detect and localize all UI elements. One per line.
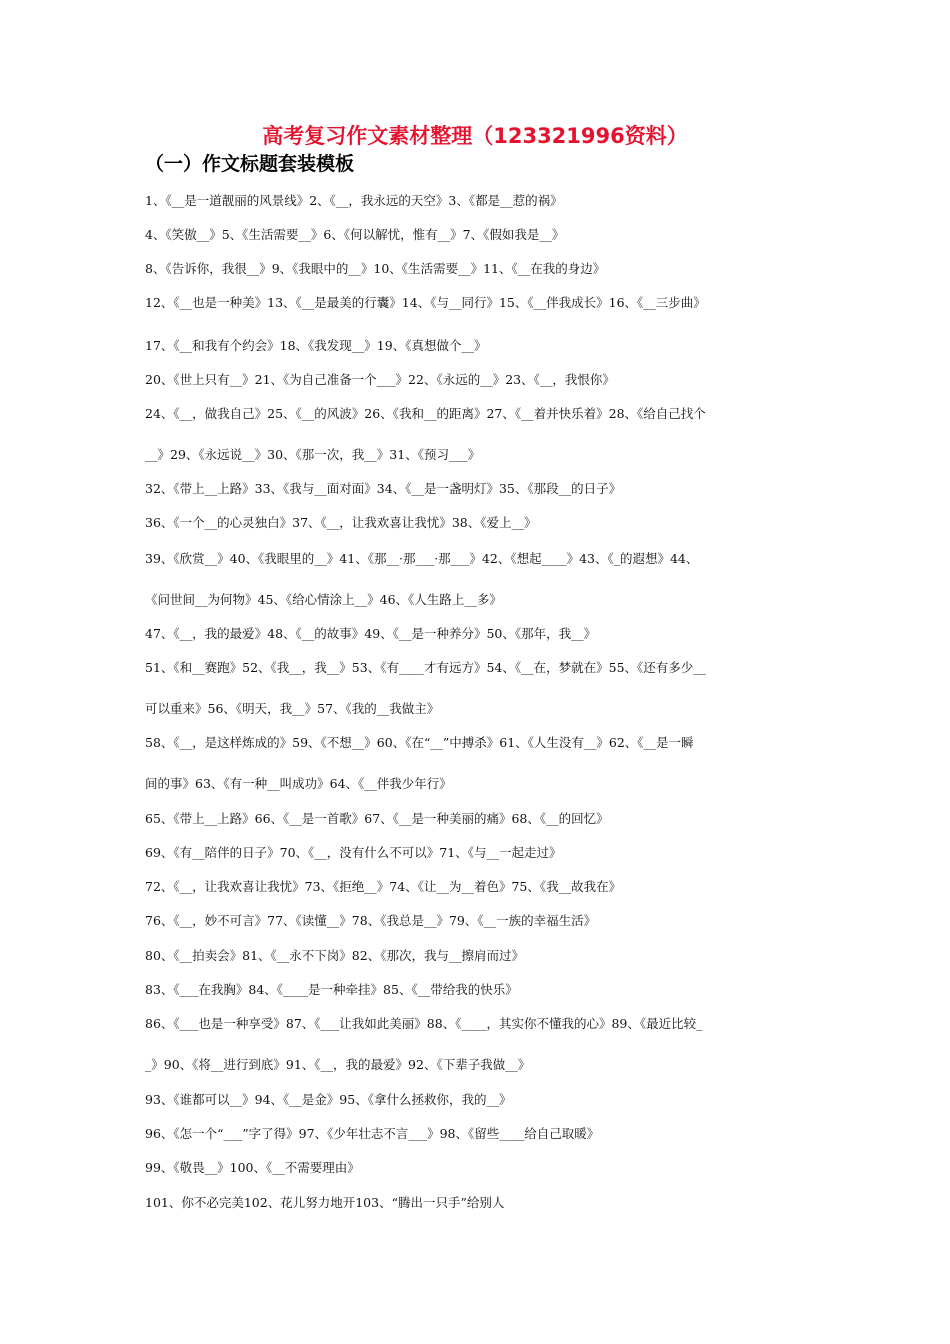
title-template-line: 1、《__是一道靓丽的风景线》2、《__，我永远的天空》3、《都是__惹的祸》 — [145, 193, 563, 208]
title-template-line: 99、《敬畏__》100、《__不需要理由》 — [145, 1160, 360, 1175]
title-template-line: 80、《__拍卖会》81、《__永不下岗》82、《那次，我与__擦肩而过》 — [145, 948, 524, 963]
section-heading: （一）作文标题套装模板 — [145, 153, 355, 175]
title-template-line: 51、《和__赛跑》52、《我__，我__》53、《有____才有远方》54、《__在，梦就在》55、《还有多少__ — [145, 660, 706, 675]
title-template-line: 69、《有__陪伴的日子》70、《__，没有什么不可以》71、《与__一起走过》 — [145, 845, 562, 860]
title-template-line: _》90、《将__进行到底》91、《__，我的最爱》92、《下辈子我做__》 — [145, 1057, 531, 1072]
title-template-line: 58、《__，是这样炼成的》59、《不想__》60、《在“__”中搏杀》61、《人生没有__》62、《__是一瞬 — [145, 735, 694, 750]
title-template-line: 《问世间__为何物》45、《给心情涂上__》46、《人生路上__多》 — [145, 592, 502, 607]
title-template-line: 20、《世上只有__》21、《为自己准备一个___》22、《永远的__》23、《__，我恨你》 — [145, 372, 615, 387]
title-template-line: 间的事》63、《有一种__叫成功》64、《__伴我少年行》 — [145, 776, 452, 791]
title-template-line: 12、《__也是一种美》13、《__是最美的行囊》14、《与__同行》15、《__伴我成长》16、《__三步曲》 — [145, 295, 706, 310]
title-template-line: 86、《___也是一种享受》87、《___让我如此美丽》88、《____，其实你不懂我的心》89、《最近比较_ — [145, 1016, 703, 1031]
title-template-line: 65、《带上__上路》66、《__是一首歌》67、《__是一种美丽的痛》68、《__的回忆》 — [145, 811, 609, 826]
title-template-line: 93、《谁都可以__》94、《__是金》95、《拿什么拯救你，我的__》 — [145, 1092, 512, 1107]
document-title: 高考复习作文素材整理（123321996资料） — [262, 124, 688, 148]
title-template-line: 36、《一个__的心灵独白》37、《__，让我欢喜让我忧》38、《爱上__》 — [145, 515, 537, 530]
title-template-line: 8、《告诉你，我很__》9、《我眼中的__》10、《生活需要__》11、《__在我的身边》 — [145, 261, 606, 276]
title-template-line: 可以重来》56、《明天，我__》57、《我的__我做主》 — [145, 701, 440, 716]
title-template-line: 83、《___在我胸》84、《____是一种牵挂》85、《__带给我的快乐》 — [145, 982, 518, 997]
title-template-line: 24、《__，做我自己》25、《__的风波》26、《我和__的距离》27、《__着并快乐着》28、《给自己找个 — [145, 406, 706, 421]
title-template-line: 32、《带上__上路》33、《我与__面对面》34、《__是一盏明灯》35、《那段__的日子》 — [145, 481, 622, 496]
title-template-line: 17、《__和我有个约会》18、《我发现__》19、《真想做个__》 — [145, 338, 487, 353]
title-template-line: 72、《__，让我欢喜让我忧》73、《拒绝__》74、《让__为__着色》75、《我__故我在》 — [145, 879, 622, 894]
title-template-line: 76、《__，妙不可言》77、《读懂__》78、《我总是__》79、《__一族的幸福生活》 — [145, 913, 597, 928]
title-template-line: 47、《__，我的最爱》48、《__的故事》49、《__是一种养分》50、《那年，我__》 — [145, 626, 597, 641]
title-template-line: __》29、《永远说__》30、《那一次，我__》31、《预习___》 — [145, 447, 481, 462]
title-template-line: 4、《笑傲__》5、《生活需要__》6、《何以解忧，惟有__》7、《假如我是__》 — [145, 227, 565, 242]
title-template-line: 39、《欣赏__》40、《我眼里的__》41、《那__·那___·那___》42、《想起____》43、《_的遐想》44、 — [145, 551, 699, 566]
title-template-line: 101、你不必完美102、花儿努力地开103、“腾出一只手”给别人 — [145, 1195, 505, 1210]
title-template-line: 96、《怎一个“___”字了得》97、《少年壮志不言___》98、《留些____给自己取暖》 — [145, 1126, 600, 1141]
